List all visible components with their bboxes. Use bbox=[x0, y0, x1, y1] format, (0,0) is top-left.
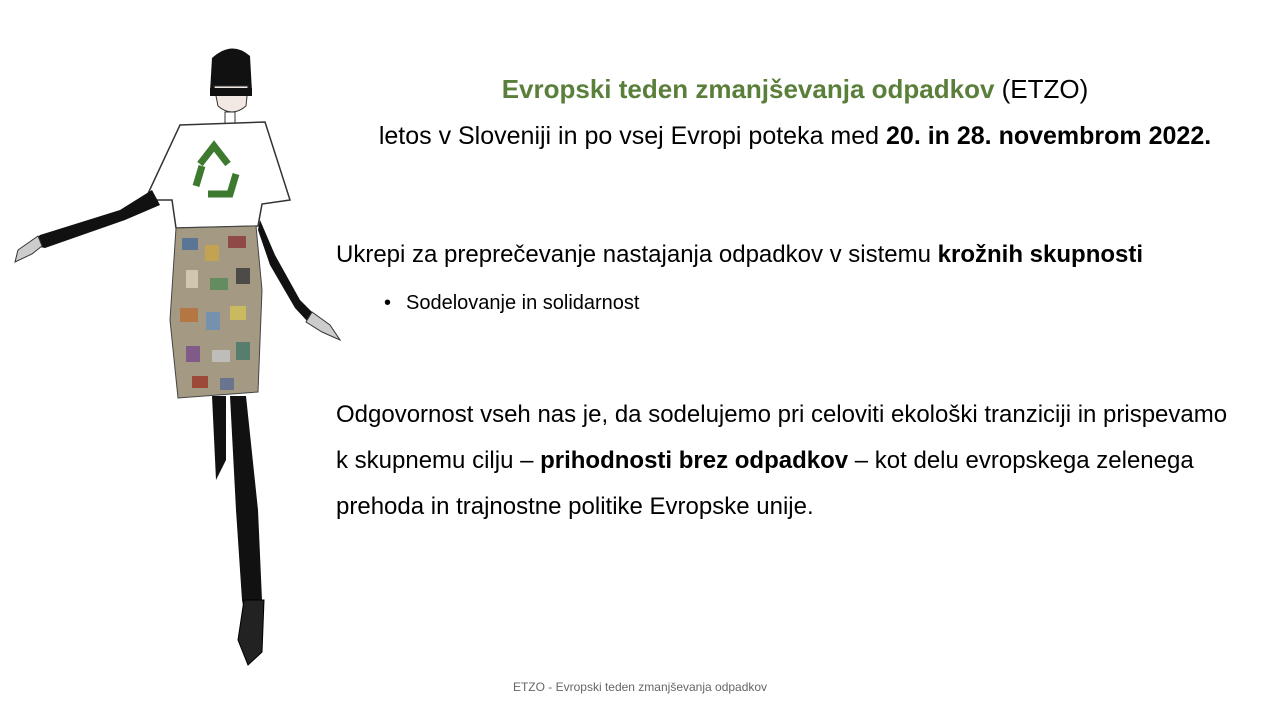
slide-title bbox=[330, 74, 1260, 105]
bullet-item bbox=[384, 292, 640, 315]
bullet-text: Sodelovanje in solidarnost bbox=[406, 292, 640, 314]
responsibility-bold: prihodnosti brez odpadkov bbox=[540, 447, 849, 474]
responsibility-paragraph bbox=[336, 392, 1236, 530]
subtitle-text: letos v Sloveniji in po vsej Evropi poteka med bbox=[378, 122, 887, 150]
slide-subtitle bbox=[330, 122, 1260, 151]
subtitle-dates: 20. in 28. novembrom 2022. bbox=[886, 122, 1212, 150]
title-highlight: Evropski teden zmanjševanja odpadkov bbox=[501, 74, 995, 104]
responsibility-text-2: – kot delu evropskega zelenega prehoda in trajnostne politike Evropske unije. bbox=[336, 447, 1194, 520]
title-suffix: (ETZO) bbox=[994, 74, 1089, 104]
measures-paragraph bbox=[336, 241, 1143, 269]
measures-bold: krožnih skupnosti bbox=[937, 241, 1144, 268]
bullet-marker: • bbox=[384, 292, 392, 314]
measures-text: Ukrepi za preprečevanje nastajanja odpadkov v sistemu bbox=[336, 241, 938, 268]
fashion-illustration bbox=[0, 40, 360, 695]
responsibility-text-1: Odgovornost vseh nas je, da sodelujemo pri celoviti ekološki tranziciji in prispevamo k skupnemu cilju – bbox=[336, 401, 1228, 474]
slide-footer: ETZO - Evropski teden zmanjševanja odpadkov bbox=[512, 680, 768, 694]
